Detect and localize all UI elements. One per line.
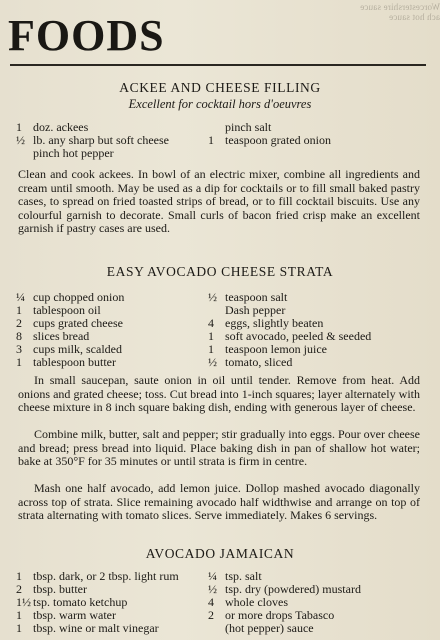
ingredients-left-jamaican xyxy=(16,570,216,635)
bleed-line: ach hot sauce xyxy=(388,12,440,22)
ingredient-text: whole cloves xyxy=(225,595,288,609)
ingredient-qty: ½ xyxy=(16,133,25,147)
method-strata-step-2: Combine milk, butter, salt and pepper; stir gradually into eggs. Pour over cheese and bread; press bread into liquid. Place baking dish in pan of shallow hot water; bake at 350°F for 35 minutes or until strata is firm in centre. xyxy=(18,427,420,469)
ingredient-text: pinch salt xyxy=(225,120,272,134)
ingredient-text: tablespoon butter xyxy=(33,355,116,369)
ingredient-qty: 3 xyxy=(16,342,22,356)
ingredient-text: or more drops Tabasco xyxy=(225,608,335,622)
ingredient-qty: 1 xyxy=(16,621,22,635)
bleed-through-text xyxy=(235,2,440,24)
ingredient-qty: 2 xyxy=(16,316,22,330)
title-rule xyxy=(10,64,426,66)
ingredient-text: cups grated cheese xyxy=(33,316,123,330)
ingredient-qty: 2 xyxy=(208,608,214,622)
ingredients-left-strata xyxy=(16,291,216,369)
ingredient-text: tsp. dry (powdered) mustard xyxy=(225,582,361,596)
ingredient-text: tomato, sliced xyxy=(225,355,293,369)
bleed-line: Worcestershire sauce xyxy=(360,2,440,12)
ingredient-text: tbsp. dark, or 2 tbsp. light rum xyxy=(33,569,179,583)
ingredient-qty: 1 xyxy=(208,342,214,356)
ingredient-qty: ¼ xyxy=(16,290,25,304)
ingredient-row xyxy=(208,356,420,369)
ingredient-text: tbsp. wine or malt vinegar xyxy=(33,621,159,635)
ingredient-qty: 1 xyxy=(208,133,214,147)
ingredient-text: tablespoon oil xyxy=(33,303,101,317)
ingredient-qty: 1½ xyxy=(16,595,31,609)
ingredient-qty: 1 xyxy=(208,329,214,343)
ingredient-text: slices bread xyxy=(33,329,90,343)
ingredient-row xyxy=(16,356,216,369)
ingredient-text: tsp. salt xyxy=(225,569,262,583)
ingredient-qty: ½ xyxy=(208,290,217,304)
ingredient-text: (hot pepper) sauce xyxy=(225,621,314,635)
ingredient-qty: 4 xyxy=(208,316,214,330)
ingredients-right-strata xyxy=(208,291,420,369)
ingredients-left-ackee xyxy=(16,121,216,160)
ingredient-text: tsp. tomato ketchup xyxy=(33,595,128,609)
ingredient-text: teaspoon salt xyxy=(225,290,288,304)
ingredient-row xyxy=(16,622,216,635)
page-title: FOODS xyxy=(8,11,165,60)
ingredient-text: cups milk, scalded xyxy=(33,342,122,356)
ingredient-qty: 1 xyxy=(16,355,22,369)
method-ackee: Clean and cook ackees. In bowl of an electric mixer, combine all ingredients and cream until smooth. May be used as a dip for cocktails or to fill small baked pastry cases, to spread on fried toasted strips of bread, or to fill cocktail biscuits. Use any colourful garnish to decorate. Small curls of bacon fried crisp make an excellent garnish if pastry cases are used. xyxy=(18,167,420,236)
ingredient-text: lb. any sharp but soft cheese xyxy=(33,133,169,147)
method-strata-step-3: Mash one half avocado, add lemon juice. Dollop mashed avocado diagonally across top of strata. Slice remaining avocado half widthwise and arrange on top of strata alternating with tomato slices. Serve immediately. Makes 6 servings. xyxy=(18,481,420,523)
ingredient-qty: 1 xyxy=(16,569,22,583)
ingredient-qty: ¼ xyxy=(208,569,217,583)
recipe-title-jamaican: AVOCADO JAMAICAN xyxy=(145,546,295,561)
ingredients-right-jamaican xyxy=(208,570,420,635)
ingredients-right-ackee xyxy=(208,121,420,147)
method-strata-step-1: In small saucepan, saute onion in oil until tender. Remove from heat. Add onions and grated cheese; toss. Cut bread into 1-inch squares; layer alternately with cheese mixture in 8 inch square baking dish, ending with generous layer of cheese. xyxy=(18,373,420,415)
ingredient-text: soft avocado, peeled & seeded xyxy=(225,329,372,343)
recipe-title-ackee: ACKEE AND CHEESE FILLING xyxy=(119,80,321,95)
ingredient-qty: 2 xyxy=(16,582,22,596)
ingredient-qty: 1 xyxy=(16,303,22,317)
ingredient-text: teaspoon lemon juice xyxy=(225,342,327,356)
ingredient-text: cup chopped onion xyxy=(33,290,125,304)
recipe-subtitle-ackee: Excellent for cocktail hors d'oeuvres xyxy=(128,97,312,111)
ingredient-text: doz. ackees xyxy=(33,120,89,134)
ingredient-qty: 4 xyxy=(208,595,214,609)
ingredient-qty: 1 xyxy=(16,120,22,134)
ingredient-text: eggs, slightly beaten xyxy=(225,316,324,330)
ingredient-text: tbsp. butter xyxy=(33,582,87,596)
ingredient-qty: 1 xyxy=(16,608,22,622)
ingredient-row xyxy=(208,622,420,635)
ingredient-text: pinch hot pepper xyxy=(33,146,114,160)
ingredient-row xyxy=(208,134,420,147)
recipe-title-strata: EASY AVOCADO CHEESE STRATA xyxy=(106,264,334,279)
ingredient-qty: 8 xyxy=(16,329,22,343)
ingredient-text: tbsp. warm water xyxy=(33,608,116,622)
ingredient-text: Dash pepper xyxy=(225,303,286,317)
ingredient-qty: ½ xyxy=(208,582,217,596)
ingredient-qty: ½ xyxy=(208,355,217,369)
ingredient-text: teaspoon grated onion xyxy=(225,133,331,147)
ingredient-row xyxy=(16,147,216,160)
